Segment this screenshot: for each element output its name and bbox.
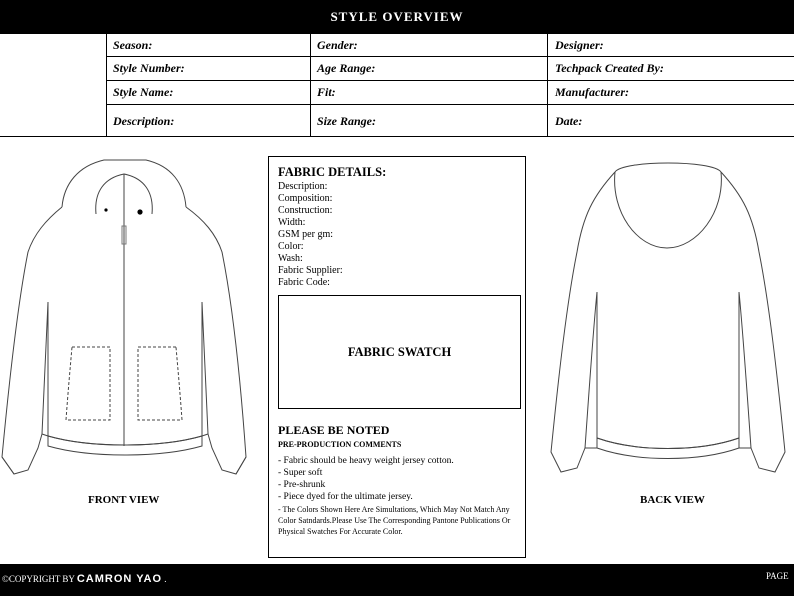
table-divider [106,104,794,105]
fabric-composition-field: Composition: [278,193,333,204]
size-range-label: Size Range: [317,114,377,128]
note-item: - Pre-shrunk [278,480,326,490]
fabric-gsm-field: GSM per gm: [278,229,333,240]
brand-name: CAMRON YAO [76,573,163,585]
note-item: - Piece dyed for the ultimate jersey. [278,492,413,502]
techpack-created-by-label: Techpack Created By: [555,61,664,75]
fabric-width-field: Width: [278,217,306,228]
copyright-text [2,573,167,585]
fabric-wash-field: Wash: [278,253,303,264]
note-item: - Fabric should be heavy weight jersey cotton. [278,456,454,466]
season-label: Season: [113,38,153,52]
style-name-label: Style Name: [113,85,174,99]
manufacturer-label: Manufacturer: [555,85,630,99]
color-disclaimer: - The Colors Shown Here Are Simultations, Which May Not Match Any Color Satndards.Please Use The Corresponding Pantone Publications Or Physical Swatches For Accurate Color. [278,505,511,536]
table-divider [106,56,794,57]
fabric-color-field: Color: [278,241,304,252]
front-view-hoodie-sketch [0,152,262,488]
fabric-supplier-field: Fabric Supplier: [278,265,343,276]
page-label: PAGE [766,571,789,581]
back-view-label: BACK VIEW [640,494,705,506]
notes-title: PLEASE BE NOTED [278,423,390,437]
notes-subtitle: PRE-PRODUCTION COMMENTS [278,440,402,449]
fabric-description-field: Description: [278,181,328,192]
fit-label: Fit: [317,85,336,99]
note-item: - Super soft [278,468,323,478]
fabric-construction-field: Construction: [278,205,333,216]
age-range-label: Age Range: [317,61,376,75]
fabric-code-field: Fabric Code: [278,277,330,288]
date-label: Date: [555,114,583,128]
table-divider [106,80,794,81]
fabric-details-panel [268,156,526,558]
copyright-prefix: ©COPYRIGHT BY [2,574,75,584]
designer-label: Designer: [555,38,604,52]
table-divider [547,34,548,136]
brand-suffix: . [164,574,167,584]
gender-label: Gender: [317,38,358,52]
fabric-details-title: FABRIC DETAILS: [278,165,387,179]
style-number-label: Style Number: [113,61,185,75]
fabric-swatch-label: FABRIC SWATCH [347,344,452,359]
fabric-swatch-box [278,295,521,409]
style-overview-header [0,0,794,34]
description-label: Description: [113,114,175,128]
table-divider [106,34,107,136]
back-view-hoodie-sketch [527,152,794,488]
footer-bar [0,564,794,596]
page-title: STYLE OVERVIEW [330,9,464,24]
table-divider [310,34,311,136]
front-view-label: FRONT VIEW [88,494,160,506]
style-info-table [0,34,794,137]
